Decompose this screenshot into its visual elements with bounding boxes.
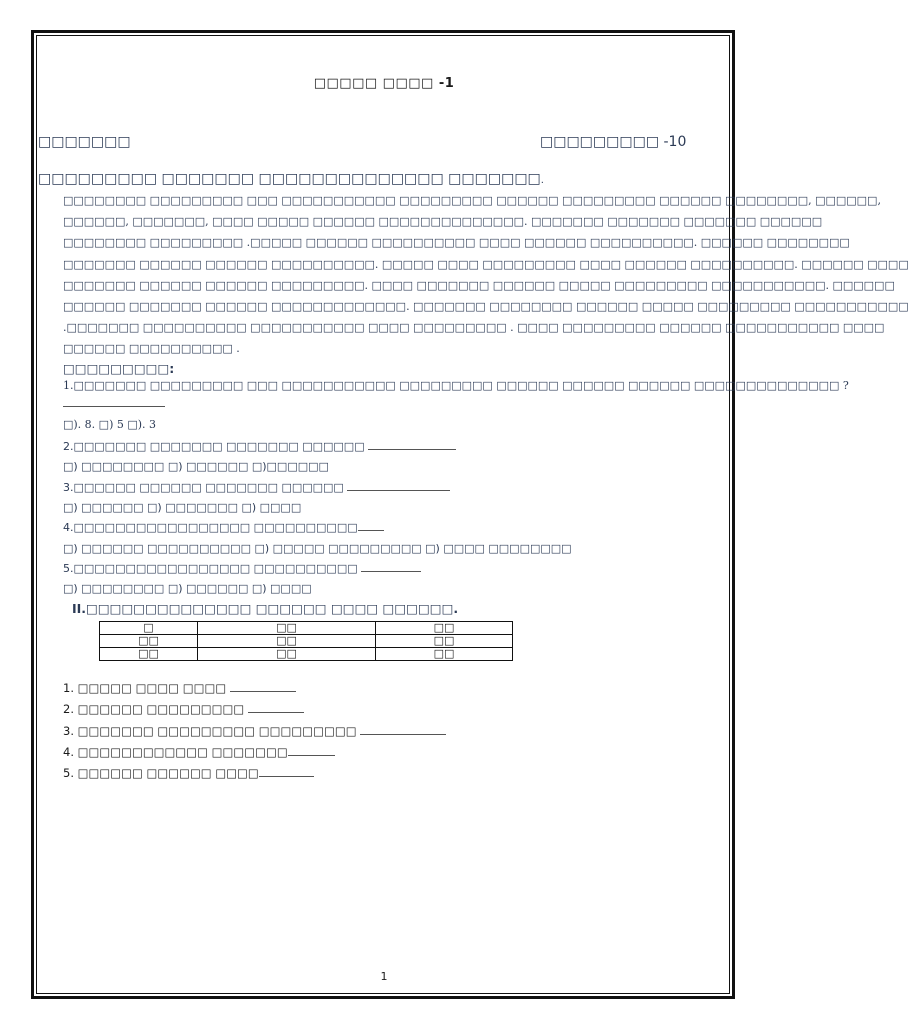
- grid-cell: □□: [198, 635, 376, 648]
- section1-heading-dot: .: [540, 175, 544, 186]
- grid-cell: □□: [198, 622, 376, 635]
- question-4-options: □) □□□□□□ □□□□□□□□□□ □) □□□□□ □□□□□□□□□ □) □□□□ □□□□□□□□: [63, 542, 572, 555]
- fill-item-text: 4. □□□□□□□□□□□□ □□□□□□□: [63, 745, 288, 759]
- section2-heading: II.□□□□□□□□□□□□□□ □□□□□□ □□□□ □□□□□□.: [72, 601, 459, 616]
- passage-line: □□□□□□□□ □□□□□□□□□ □□□ □□□□□□□□□□□ □□□□□□□□□ □□□□□□ □□□□□□□□□ □□□□□□ □□□□□□□□, □□□□□□,: [63, 194, 881, 207]
- worksheet-title: □□□□□ □□□□ -1: [313, 76, 455, 91]
- answer-blank[interactable]: [368, 440, 456, 450]
- grid-row: [100, 635, 513, 648]
- section1-heading-text: □□□□□□□□□ □□□□□□□ □□□□□□□□□□□□□□ □□□□□□□: [38, 171, 541, 187]
- fill-item-5: [63, 766, 314, 780]
- passage-line: □□□□□□ □□□□□□□□□□ .: [63, 342, 240, 356]
- answer-blank[interactable]: [358, 521, 384, 531]
- fill-item-text: 5. □□□□□□ □□□□□□ □□□□: [63, 766, 259, 780]
- section1-heading: [38, 171, 544, 187]
- passage-line: □□□□□□□ □□□□□□ □□□□□□ □□□□□□□□□. □□□□ □□□□□□□ □□□□□□ □□□□□ □□□□□□□□□ □□□□□□□□□□□. □□□□□□: [63, 278, 895, 292]
- answer-blank[interactable]: [248, 703, 304, 713]
- question-4: [63, 521, 384, 534]
- answer-blank[interactable]: [347, 481, 450, 491]
- question-1: 1.□□□□□□□ □□□□□□□□□ □□□ □□□□□□□□□□□ □□□□□□□□□ □□□□□□ □□□□□□ □□□□□□ □□□□□□□□□□□□□□ ?: [63, 379, 849, 392]
- answer-blank[interactable]: [259, 767, 314, 777]
- grid-cell: □□: [376, 635, 513, 648]
- question-2: [63, 440, 456, 453]
- grid-cell: □: [100, 622, 198, 635]
- passage-line: □□□□□□□□ □□□□□□□□□ .□□□□□ □□□□□□ □□□□□□□□□□ □□□□ □□□□□□ □□□□□□□□□□. □□□□□□ □□□□□□□□: [63, 236, 850, 250]
- grid-cell: □□: [376, 648, 513, 661]
- question-1-options: □). 8. □) 5 □). 3: [63, 418, 157, 431]
- question-5: [63, 562, 421, 575]
- answer-blank[interactable]: [230, 682, 296, 692]
- grid-cell: □□: [376, 622, 513, 635]
- fill-item-text: 1. □□□□□ □□□□ □□□□: [63, 681, 230, 695]
- question-4-text: 4.□□□□□□□□□□□□□□□□□ □□□□□□□□□□: [63, 521, 358, 534]
- questions-title: □□□□□□□□□:: [63, 361, 175, 376]
- question-5-text: 5.□□□□□□□□□□□□□□□□□ □□□□□□□□□□: [63, 562, 362, 575]
- question-2-options: □) □□□□□□□□ □) □□□□□□ □)□□□□□□: [63, 460, 329, 473]
- passage-line: □□□□□□ □□□□□□□ □□□□□□ □□□□□□□□□□□□□. □□□□□□□ □□□□□□□□ □□□□□□ □□□□□ □□□□□□□□□ □□□□□□□□□□□: [63, 300, 909, 314]
- question-2-text: 2.□□□□□□□ □□□□□□□ □□□□□□□ □□□□□□: [63, 440, 369, 453]
- fill-item-1: [63, 681, 296, 695]
- answer-blank[interactable]: [288, 746, 335, 756]
- passage-line: .□□□□□□□ □□□□□□□□□□ □□□□□□□□□□□ □□□□ □□□□□□□□□ . □□□□ □□□□□□□□□ □□□□□□ □□□□□□□□□□□ □□□□: [63, 321, 885, 335]
- passage-line: □□□□□□□ □□□□□□ □□□□□□ □□□□□□□□□□. □□□□□ □□□□ □□□□□□□□□ □□□□ □□□□□□ □□□□□□□□□□. □□□□□□ □□□□: [63, 257, 909, 271]
- passage-line: □□□□□□, □□□□□□□, □□□□ □□□□□ □□□□□□ □□□□□□□□□□□□□□. □□□□□□□ □□□□□□□ □□□□□□□ □□□□□□: [63, 215, 823, 229]
- grid-cell: □□: [100, 635, 198, 648]
- answer-blank[interactable]: [361, 562, 421, 572]
- header-right-label: □□□□□□□□□ -10: [540, 134, 687, 150]
- fill-item-text: 3. □□□□□□□ □□□□□□□□□ □□□□□□□□□: [63, 724, 361, 738]
- fill-item-text: 2. □□□□□□ □□□□□□□□□: [63, 702, 248, 716]
- reading-passage: [63, 190, 909, 360]
- fill-item-2: [63, 702, 304, 716]
- grid-row: [100, 622, 513, 635]
- grid-row: [100, 648, 513, 661]
- question-3-options: □) □□□□□□ □) □□□□□□□ □) □□□□: [63, 501, 302, 514]
- question-3: [63, 481, 450, 494]
- answer-blank[interactable]: [63, 397, 165, 410]
- answer-blank[interactable]: [360, 725, 446, 735]
- grid-cell: □□: [100, 648, 198, 661]
- page-number: 1: [380, 970, 388, 983]
- question-3-text: 3.□□□□□□ □□□□□□ □□□□□□□ □□□□□□: [63, 481, 348, 494]
- grid-cell: □□: [198, 648, 376, 661]
- letter-grid: [99, 621, 513, 661]
- header-left-label: □□□□□□□: [38, 134, 131, 150]
- question-5-options: □) □□□□□□□□ □) □□□□□□ □) □□□□: [63, 582, 312, 595]
- fill-item-4: [63, 745, 335, 759]
- fill-item-3: [63, 724, 446, 738]
